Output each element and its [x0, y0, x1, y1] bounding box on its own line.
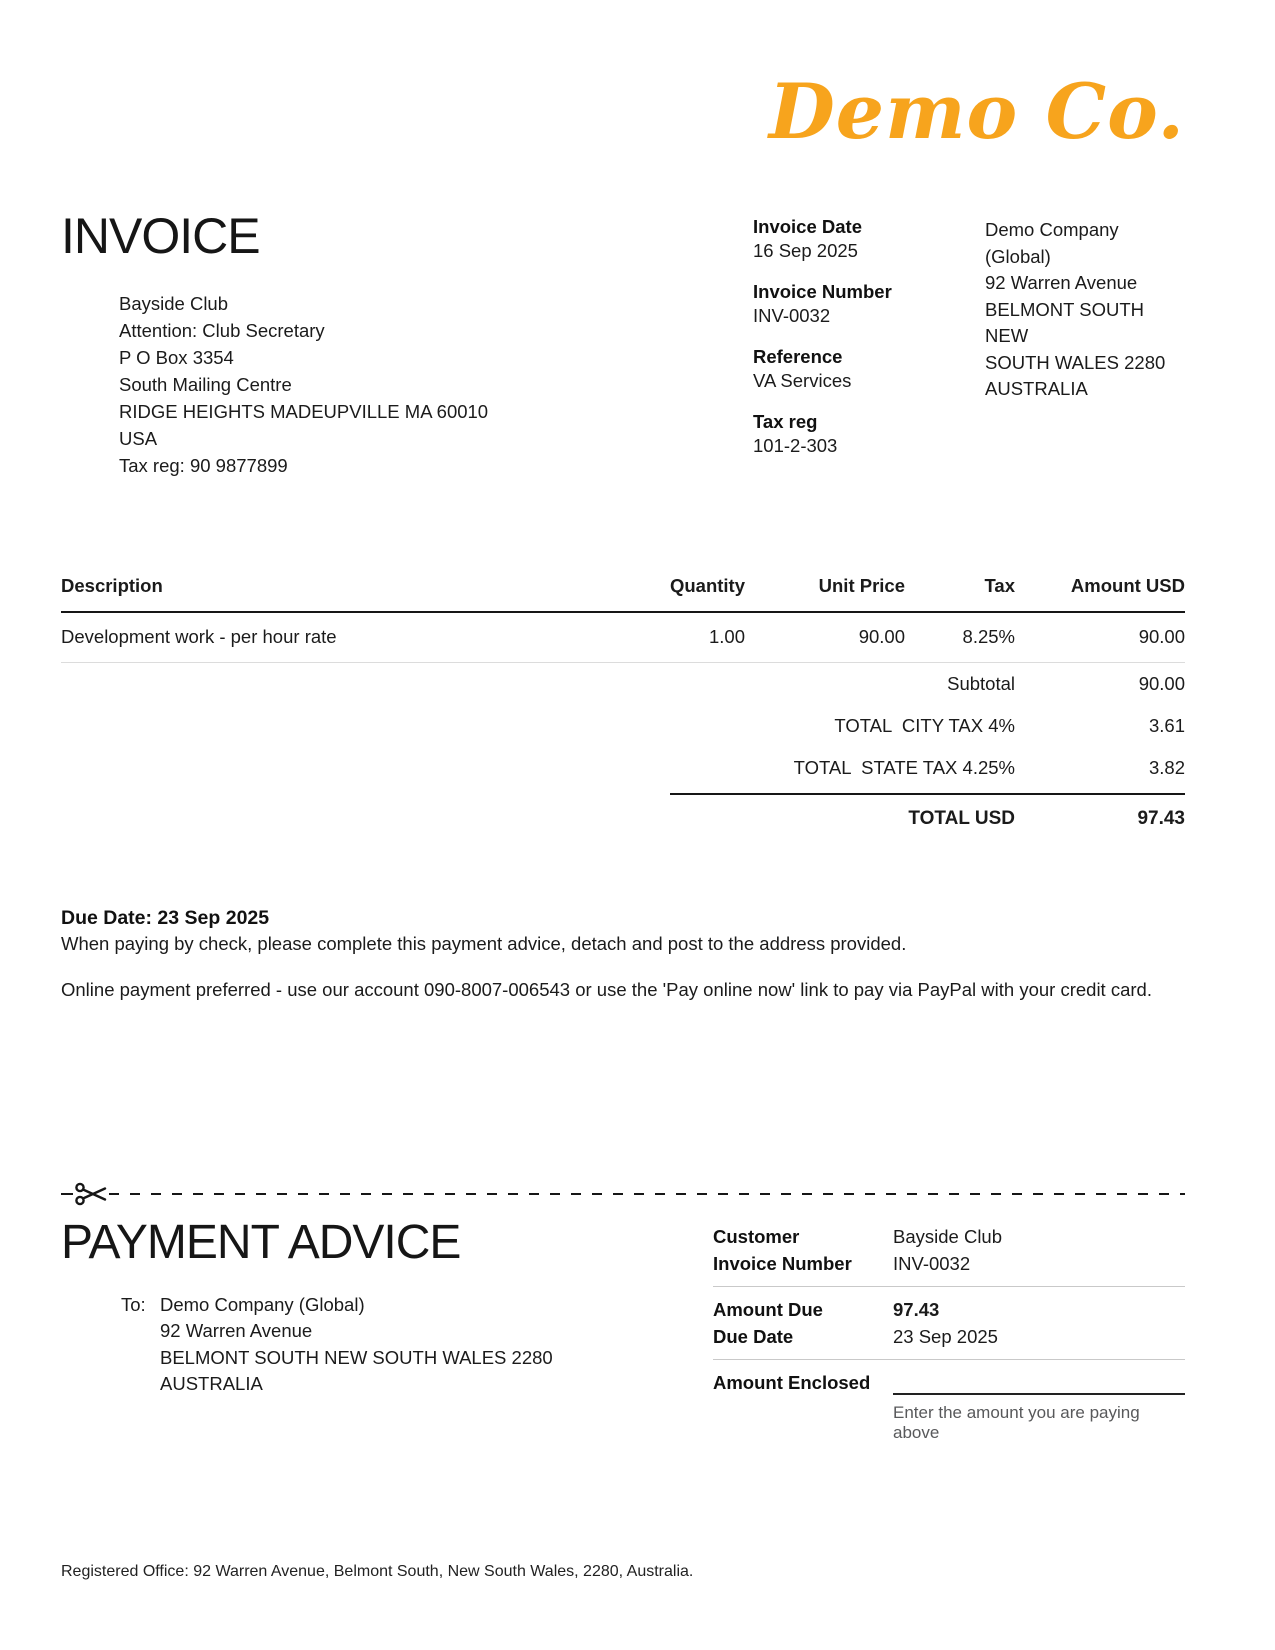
to-address	[160, 1292, 553, 1398]
header-tax: Tax	[984, 575, 1015, 597]
city-tax-label: TOTAL CITY TAX 4%	[834, 715, 1015, 737]
company-address-line: AUSTRALIA	[985, 378, 1088, 400]
city-tax-row	[61, 705, 1185, 747]
grand-total-label: TOTAL USD	[908, 808, 1015, 830]
reference-value: VA Services	[753, 370, 852, 392]
panel-divider	[713, 1286, 1185, 1287]
tax-reg-label: Tax reg	[753, 411, 818, 433]
reference-label: Reference	[753, 346, 843, 368]
tax-reg-value: 101-2-303	[753, 435, 838, 457]
subtotal-label: Subtotal	[947, 673, 1015, 695]
to-address-line: 92 Warren Avenue	[160, 1320, 313, 1342]
bill-to-address	[119, 290, 753, 479]
invoice-date-value: 16 Sep 2025	[753, 240, 858, 262]
panel-divider	[713, 1359, 1185, 1360]
payment-advice-left	[61, 1217, 713, 1443]
state-tax-label: TOTAL STATE TAX 4.25%	[793, 757, 1015, 779]
header-description: Description	[61, 575, 163, 597]
footer-registered-office: Registered Office: 92 Warren Avenue, Belmont South, New South Wales, 2280, Australia.	[61, 1563, 694, 1580]
bill-to-line: P O Box 3354	[119, 347, 234, 369]
payment-advice-to	[61, 1292, 713, 1398]
company-address-line: SOUTH WALES 2280	[985, 351, 1166, 373]
amount-due-value: 97.43	[893, 1299, 940, 1321]
due-date-heading: Due Date: 23 Sep 2025	[61, 907, 270, 930]
company-address-line: 92 Warren Avenue	[985, 272, 1138, 294]
header-quantity: Quantity	[669, 575, 745, 597]
tax-reg-group	[753, 410, 985, 458]
advice-invoice-number-value: INV-0032	[893, 1253, 971, 1275]
amount-due-label: Amount Due	[713, 1299, 823, 1321]
bill-to-line: Attention: Club Secretary	[119, 320, 325, 342]
cut-rule	[109, 1193, 1185, 1195]
invoice-title-column	[61, 209, 753, 479]
advice-due-date-value: 23 Sep 2025	[893, 1326, 998, 1348]
advice-due-date-field	[713, 1323, 1185, 1350]
payment-advice	[61, 1217, 1185, 1443]
subtotal-row	[61, 663, 1185, 705]
table-row	[61, 613, 1185, 663]
advice-invoice-number-field	[713, 1250, 1185, 1277]
invoice-title: INVOICE	[61, 208, 260, 265]
amount-enclosed-label: Amount Enclosed	[713, 1372, 871, 1394]
invoice-date-label: Invoice Date	[753, 216, 862, 238]
invoice-number-label: Invoice Number	[753, 281, 892, 303]
company-address-line: BELMONT SOUTH NEW	[985, 298, 1144, 347]
invoice-number-value: INV-0032	[753, 305, 831, 327]
grand-total-row	[61, 795, 1185, 843]
company-address	[985, 209, 1185, 479]
to-address-line: AUSTRALIA	[160, 1373, 263, 1395]
invoice-meta	[753, 209, 985, 479]
amount-due-field	[713, 1296, 1185, 1323]
to-address-line: Demo Company (Global)	[160, 1293, 365, 1315]
bill-to-line: South Mailing Centre	[119, 374, 292, 396]
customer-label: Customer	[713, 1226, 800, 1248]
state-tax-row	[61, 747, 1185, 789]
table-header-row	[61, 575, 1185, 613]
amount-enclosed-field	[713, 1369, 1185, 1396]
customer-value: Bayside Club	[893, 1226, 1003, 1248]
item-amount: 90.00	[1138, 626, 1185, 648]
invoice-date-group	[753, 215, 985, 263]
payment-advice-panel	[713, 1217, 1185, 1443]
bill-to-line: RIDGE HEIGHTS MADEUPVILLE MA 60010	[119, 401, 489, 423]
detach-cut-line	[61, 1181, 1185, 1207]
state-tax-value: 3.82	[1148, 757, 1185, 779]
grand-total-value: 97.43	[1137, 808, 1185, 830]
header-unit-price: Unit Price	[818, 575, 905, 597]
bill-to-line: Bayside Club	[119, 293, 229, 315]
item-unit-price: 90.00	[858, 626, 905, 648]
amount-enclosed-line	[893, 1369, 1185, 1395]
amount-enclosed-hint: Enter the amount you are paying above	[893, 1403, 1140, 1443]
header-amount: Amount USD	[1070, 575, 1185, 597]
online-payment-note: Online payment preferred - use our account 090-8007-006543 or use the 'Pay online now' link to pay via PayPal with your credit card.	[61, 979, 1152, 1001]
to-address-line: BELMONT SOUTH NEW SOUTH WALES 2280	[160, 1346, 553, 1368]
reference-group	[753, 345, 985, 393]
item-description: Development work - per hour rate	[61, 626, 337, 648]
company-logo: Demo Co.	[768, 67, 1185, 156]
subtotal-value: 90.00	[1138, 673, 1185, 695]
payment-terms	[61, 905, 1185, 1003]
invoice-number-group	[753, 280, 985, 328]
invoice-header	[61, 209, 1185, 479]
company-address-line: Demo Company (Global)	[985, 219, 1119, 267]
logo-row	[61, 0, 1185, 157]
item-quantity: 1.00	[708, 626, 745, 648]
bill-to-line: USA	[119, 428, 158, 450]
item-tax: 8.25%	[962, 626, 1015, 648]
city-tax-value: 3.61	[1148, 715, 1185, 737]
payment-advice-title: PAYMENT ADVICE	[61, 1216, 461, 1270]
bill-to-line: Tax reg: 90 9877899	[119, 455, 288, 477]
advice-invoice-number-label: Invoice Number	[713, 1253, 852, 1275]
check-payment-note: When paying by check, please complete this payment advice, detach and post to the address provided.	[61, 933, 907, 955]
advice-due-date-label: Due Date	[713, 1326, 794, 1348]
items-table	[61, 575, 1185, 843]
cut-dash	[61, 1193, 73, 1195]
to-label: To:	[121, 1293, 146, 1315]
customer-field	[713, 1223, 1185, 1250]
scissors-icon	[74, 1181, 108, 1207]
